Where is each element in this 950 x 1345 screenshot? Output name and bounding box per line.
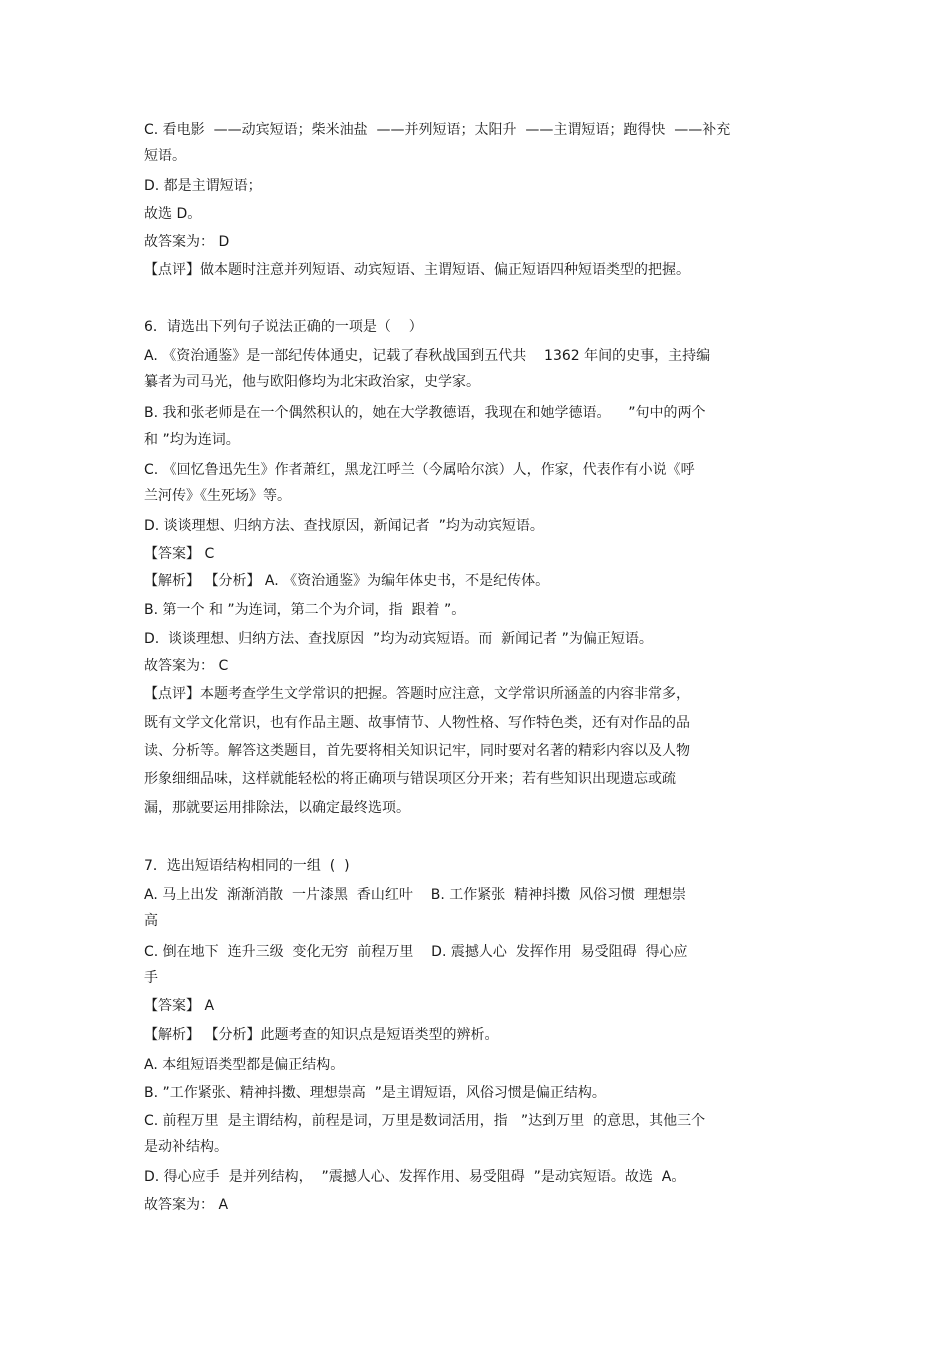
text-line: 和 ”均为连词。	[144, 432, 240, 448]
text-line: 形象细细品味，这样就能轻松的将正确项与错误项区分开来；若有些知识出现遗忘或疏	[144, 771, 676, 787]
text-line: 短语。	[144, 148, 186, 164]
text-line: D. 得心应手 是并列结构， ”震撼人心、发挥作用、易受阻碍 ”是动宾短语。故选 A。	[144, 1169, 686, 1185]
text-line: 【解析】 【分析】 A. 《资治通鉴》为编年体史书，不是纪传体。	[144, 573, 550, 589]
text-line: 【点评】做本题时注意并列短语、动宾短语、主谓短语、偏正短语四种短语类型的把握。	[144, 262, 690, 278]
text-line: 【解析】 【分析】此题考查的知识点是短语类型的辨析。	[144, 1027, 499, 1043]
text-line: A. 本组短语类型都是偏正结构。	[144, 1057, 345, 1073]
text-line: 纂者为司马光，他与欧阳修均为北宋政治家，史学家。	[144, 374, 480, 390]
text-line: C. 前程万里 是主谓结构，前程是词，万里是数词活用，指 ”达到万里 的意思，其他三个	[144, 1113, 706, 1129]
question-title: 7．选出短语结构相同的一组 ( )	[144, 858, 350, 874]
text-line: 故答案为： C	[144, 658, 229, 674]
text-line: B. 第一个 和 ”为连词，第二个为介词，指 跟着 ”。	[144, 602, 466, 618]
text-line: 【答案】 C	[144, 546, 215, 562]
text-line: 兰河传》《生死场》等。	[144, 488, 291, 504]
question-title: 6．请选出下列句子说法正确的一项是（ ）	[144, 319, 423, 335]
text-line: 读、分析等。解答这类题目，首先要将相关知识记牢，同时要对名著的精彩内容以及人物	[144, 743, 690, 759]
text-line: A. 《资治通鉴》是一部纪传体通史，记载了春秋战国到五代共 1362 年间的史事，主持编	[144, 348, 711, 364]
text-line: 既有文学文化常识，也有作品主题、故事情节、人物性格、写作特色类，还有对作品的品	[144, 715, 690, 731]
text-line: 漏，那就要运用排除法，以确定最终选项。	[144, 800, 410, 816]
text-line: 【点评】本题考查学生文学常识的把握。答题时应注意，文学常识所涵盖的内容非常多，	[144, 686, 690, 702]
text-line: A. 马上出发 渐渐消散 一片漆黑 香山红叶 B. 工作紧张 精神抖擞 风俗习惯 理想崇	[144, 887, 686, 903]
text-line: D. 谈谈理想、归纳方法、查找原因 ”均为动宾短语。而 新闻记者 ”为偏正短语。	[144, 631, 653, 647]
text-line: 【答案】 A	[144, 998, 215, 1014]
text-line: 故选 D。	[144, 206, 202, 222]
text-line: B. 我和张老师是在一个偶然积认的，她在大学教德语，我现在和她学德语。 ”句中的两个	[144, 405, 706, 421]
text-line: 高	[144, 913, 158, 929]
text-line: C. 《回忆鲁迅先生》作者萧红，黑龙江呼兰（今属哈尔滨）人，作家，代表作有小说《呼	[144, 462, 695, 478]
text-line: 故答案为： A	[144, 1197, 229, 1213]
text-line: D. 都是主谓短语；	[144, 178, 262, 194]
text-line: 是动补结构。	[144, 1139, 228, 1155]
text-line: C. 看电影 ——动宾短语；柴米油盐 ——并列短语；太阳升 ——主谓短语；跑得快 ——补充	[144, 122, 731, 138]
text-line: 故答案为： D	[144, 234, 230, 250]
text-line: B. ”工作紧张、精神抖擞、理想崇高 ”是主谓短语，风俗习惯是偏正结构。	[144, 1085, 606, 1101]
text-line: 手	[144, 970, 158, 986]
text-line: D. 谈谈理想、归纳方法、查找原因，新闻记者 ”均为动宾短语。	[144, 518, 544, 534]
text-line: C. 倒在地下 连升三级 变化无穷 前程万里 D. 震撼人心 发挥作用 易受阻碍 得心应	[144, 944, 688, 960]
